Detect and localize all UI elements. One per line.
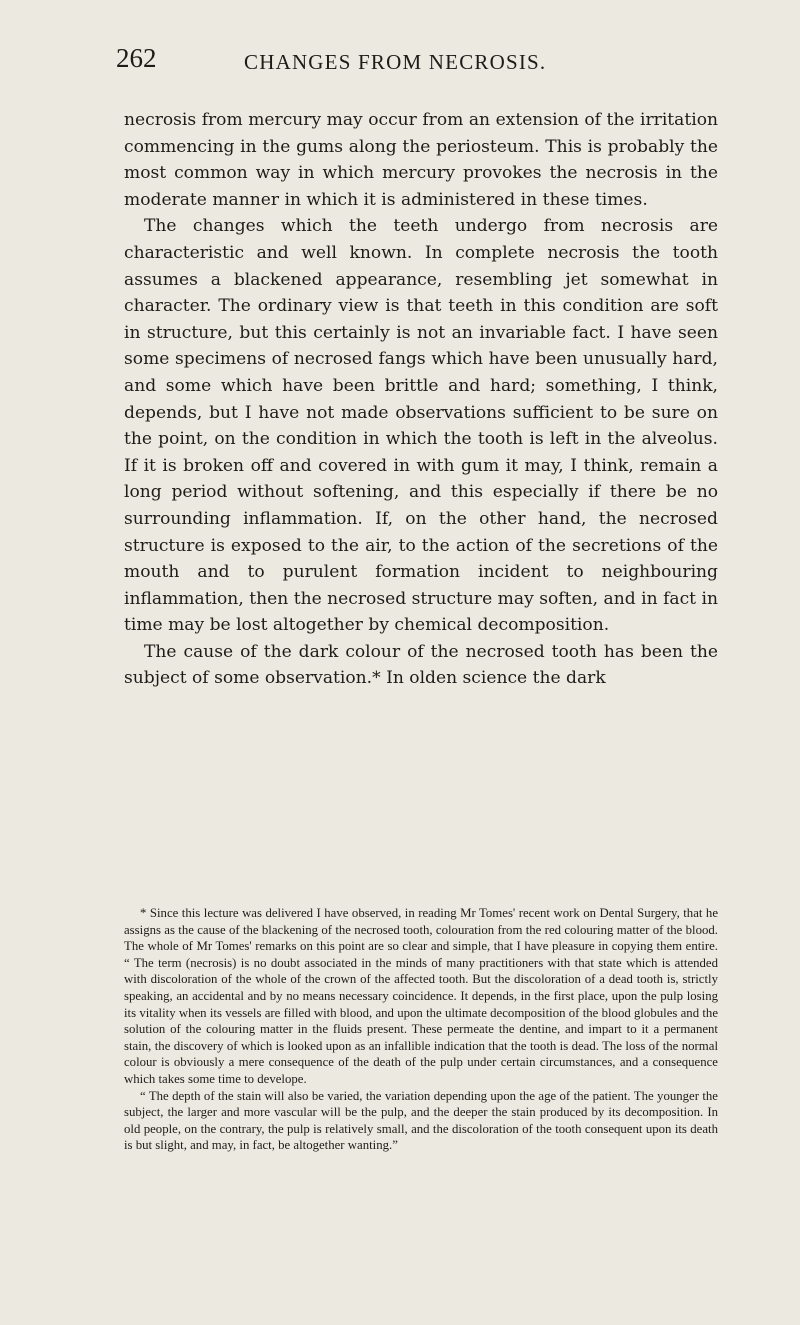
footnote-paragraph: “ The depth of the stain will also be varied, the variation depending upon the age of the patient. The younger the subject, the larger and more vascular will be the pulp, and the deeper the stain produced by its decomposition. In old people, on the contrary, the pulp is relatively small, and the discoloration of the tooth consequent upon its death is but slight, and may, in fact, be altogether wanting.”	[124, 1088, 718, 1153]
running-head	[116, 38, 716, 78]
paragraph-dark-colour-cause: The cause of the dark colour of the necrosed tooth has been the subject of some observation.* In olden science the dark	[124, 641, 718, 689]
paragraph-continuation: necrosis from mercury may occur from an extension of the irritation commencing in the gums along the periosteum. This is probably the most common way in which mercury provokes the necrosis in the moderate manner in which it is administered in these times.	[124, 110, 718, 210]
footnote-block	[124, 905, 718, 1154]
paragraph-tooth-changes: The changes which the teeth undergo from necrosis are characteristic and well known. In complete necrosis the tooth assumes a blackened appearance, resembling jet somewhat in character. The ordinary view is that teeth in this condition are soft in structure, but this certainly is not an invariable fact. I have seen some specimens of necrosed fangs which have been unusually hard, and some which have been brittle and hard; something, I think, depends, but I have not made observations sufficient to be sure on the point, on the condition in which the tooth is left in the alveolus. If it is broken off and covered in with gum it may, I think, remain a long period without softening, and this especially if there be no surrounding inflammation. If, on the other hand, the necrosed structure is exposed to the air, to the action of the secretions of the mouth and to purulent formation incident to neighbouring inflammation, then the necrosed structure may soften, and in fact in time may be lost altogether by chemical decomposition.	[124, 216, 718, 636]
page-number: 262	[116, 43, 157, 73]
body-text	[124, 107, 718, 692]
footnote-paragraph: * Since this lecture was delivered I have observed, in reading Mr Tomes' recent work on Dental Surgery, that he assigns as the cause of the blackening of the necrosed tooth, colouration from the red colouring matter of the blood. The whole of Mr Tomes' remarks on this point are so clear and simple, that I have pleasure in copying them entire. “ The term (necrosis) is no doubt associated in the minds of many practitioners with that state which is attended with discoloration of the whole of the crown of the affected tooth. But the discoloration of a dead tooth is, strictly speaking, an accidental and by no means necessary coincidence. It depends, in the first place, upon the pulp losing its vitality when its vessels are filled with blood, and upon the ultimate decomposition of the blood globules and the solution of the colouring matter in the fluids present. These permeate the dentine, and impart to it a permanent stain, the discovery of which is looked upon as an infallible indication that the tooth is dead. The loss of the normal colour is obviously a mere consequence of the death of the pulp under certain circumstances, and a consequence which takes some time to develope.	[124, 906, 718, 1086]
running-title: CHANGES FROM NECROSIS.	[244, 50, 547, 74]
